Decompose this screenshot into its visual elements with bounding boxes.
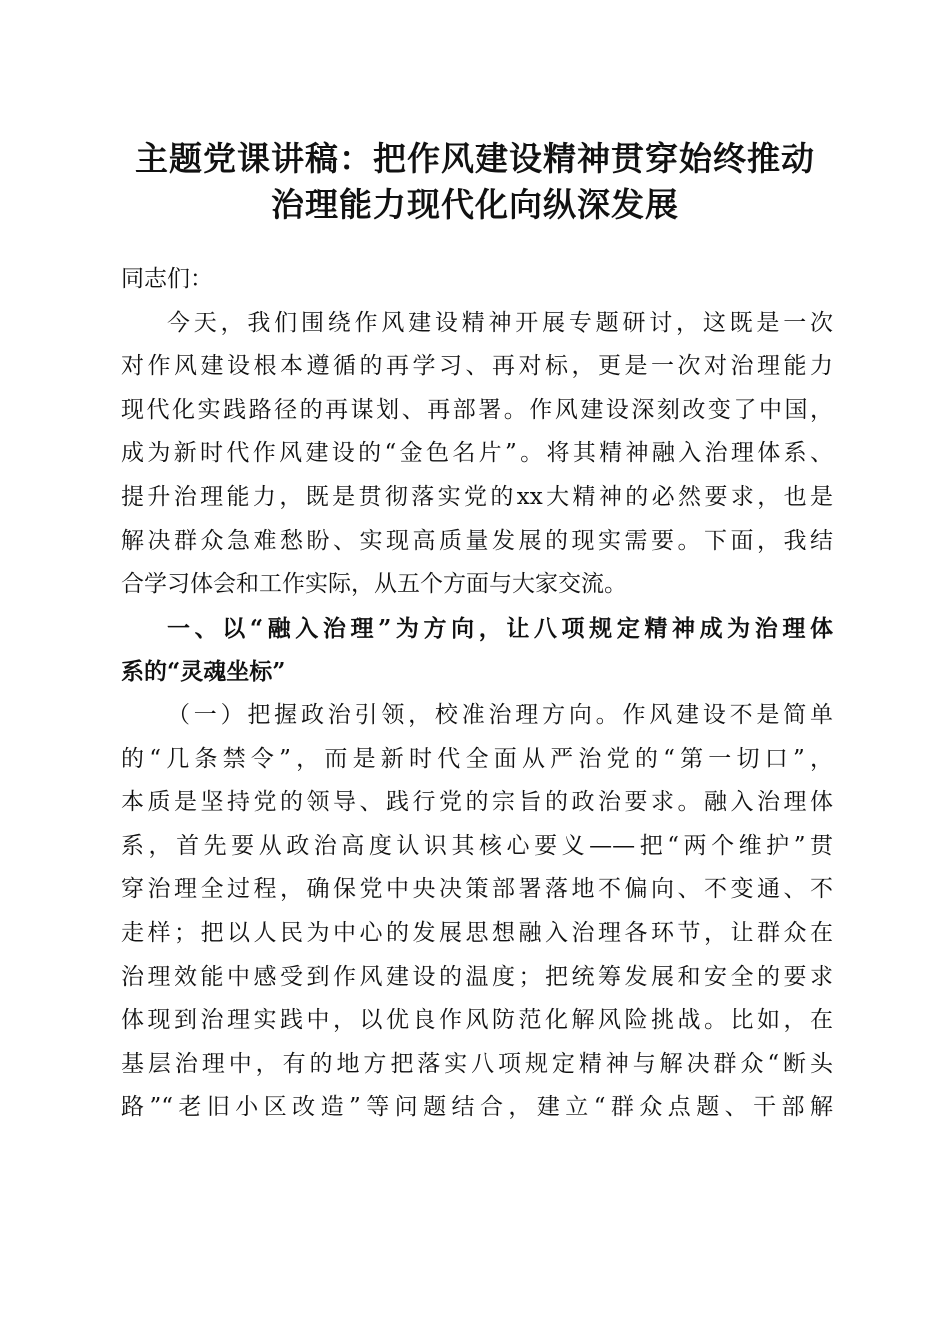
paragraph-line: 合学习体会和工作实际，从五个方面与大家交流。 <box>121 571 627 598</box>
paragraph-line: 今天，我们围绕作风建设精神开展专题研讨，这既是一次 <box>167 309 833 336</box>
paragraph-line: 成为新时代作风建设的“金色名片”。将其精神融入治理体系、 <box>121 440 833 467</box>
section-heading: 系的“灵魂坐标” <box>121 658 286 686</box>
paragraph-line: 基层治理中，有的地方把落实八项规定精神与解决群众“断头 <box>121 1050 833 1077</box>
paragraph-line: 现代化实践路径的再谋划、再部署。作风建设深刻改变了中国， <box>121 396 833 423</box>
paragraph-line: 治理效能中感受到作风建设的温度；把统筹发展和安全的要求 <box>121 963 833 990</box>
document-title <box>100 136 850 228</box>
paragraph-line: 本质是坚持党的领导、践行党的宗旨的政治要求。融入治理体 <box>121 789 833 816</box>
paragraph-line: 的“几条禁令”，而是新时代全面从严治党的“第一切口”， <box>121 745 833 772</box>
paragraph-line: 体现到治理实践中，以优良作风防范化解风险挑战。比如，在 <box>121 1007 833 1034</box>
paragraph-line: 解决群众急难愁盼、实现高质量发展的现实需要。下面，我结 <box>121 527 833 554</box>
paragraph-line: 系，首先要从政治高度认识其核心要义——把“两个维护”贯 <box>121 832 833 859</box>
document-body <box>121 258 833 1130</box>
paragraph-line: （一）把握政治引领，校准治理方向。作风建设不是简单 <box>167 701 833 728</box>
paragraph-line: 对作风建设根本遵循的再学习、再对标，更是一次对治理能力 <box>121 353 833 380</box>
paragraph-line: 穿治理全过程，确保党中央决策部署落地不偏向、不变通、不 <box>121 876 833 903</box>
title-line: 治理能力现代化向纵深发展 <box>271 185 679 224</box>
salutation: 同志们： <box>121 266 213 292</box>
section-heading: 一、以“融入治理”为方向，让八项规定精神成为治理体 <box>167 614 833 642</box>
paragraph-line: 路”“老旧小区改造”等问题结合，建立“群众点题、干部解 <box>121 1094 833 1121</box>
paragraph-line: 提升治理能力，既是贯彻落实党的xx大精神的必然要求，也是 <box>121 483 833 510</box>
title-line: 主题党课讲稿：把作风建设精神贯穿始终推动 <box>135 139 815 178</box>
paragraph-line: 走样；把以人民为中心的发展思想融入治理各环节，让群众在 <box>121 919 833 946</box>
